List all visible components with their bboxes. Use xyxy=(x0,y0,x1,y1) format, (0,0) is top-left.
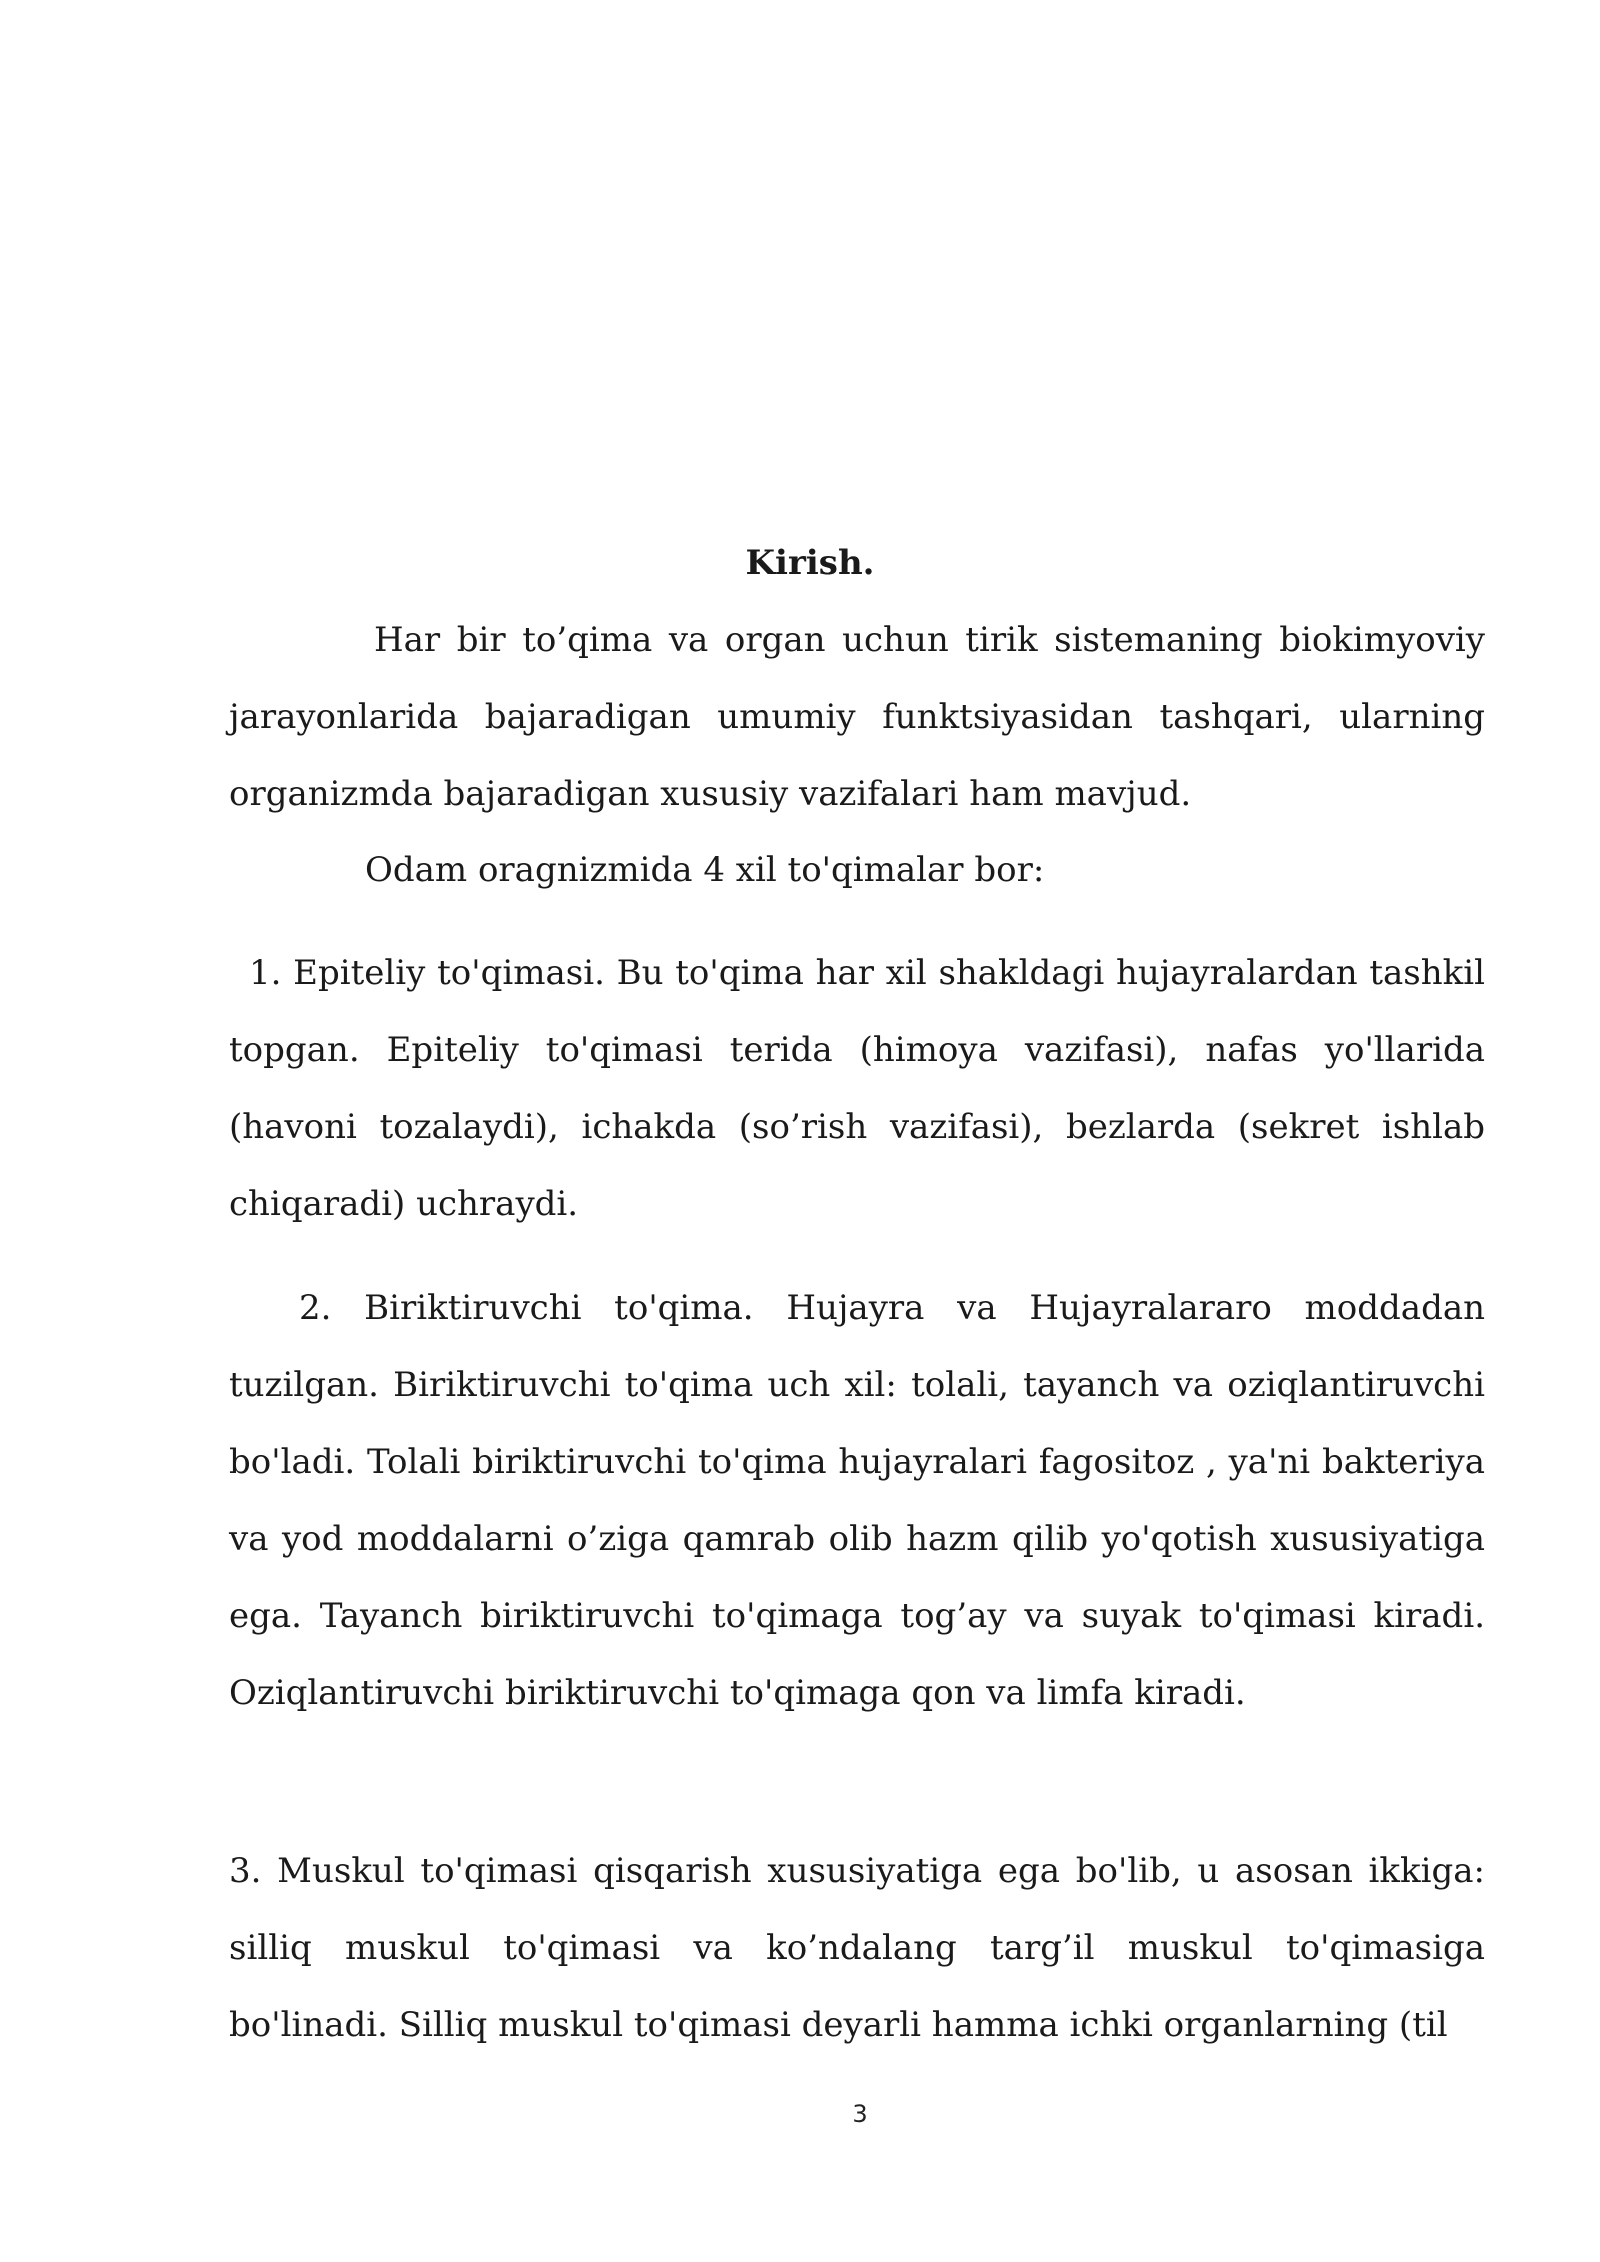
page-number: 3 xyxy=(852,2100,868,2128)
tissue-types-intro: Odam oragnizmida 4 xil to'qimalar bor: xyxy=(365,850,1045,890)
intro-paragraph: Har bir to’qima va organ uchun tirik sistemaning biokimyoviy jarayonlarida bajaradigan umumiy funktsiyasidan tashqari, ularning organizmda bajaradigan xususiy vazifalari ham mavjud. xyxy=(229,620,1485,814)
page-title: Kirish. xyxy=(745,543,875,583)
list-item-epithelial: 1. Epiteliy to'qimasi. Bu to'qima har xil shakldagi hujayralardan tashkil topgan. Epiteliy to'qimasi terida (himoya vazifasi), nafas yo'llarida (havoni tozalaydi), ichakda (so’rish vazifasi), bezlarda (sekret ishlab chiqaradi) uchraydi. xyxy=(229,953,1485,1224)
list-item-connective: 2. Biriktiruvchi to'qima. Hujayra va Hujayralararo moddadan tuzilgan. Biriktiruvchi to'qima uch xil: tolali, tayanch va oziqlantiruvchi bo'ladi. Tolali biriktiruvchi to'qima hujayralari fagositoz , ya'ni bakteriya va yod moddalarni o’ziga qamrab olib hazm qilib yo'qotish xususiyatiga ega. Tayanch biriktiruvchi to'qimaga tog’ay va suyak to'qimasi kiradi. Oziqlantiruvchi biriktiruvchi to'qimaga qon va limfa kiradi. xyxy=(229,1288,1485,1713)
list-item-muscle: 3. Muskul to'qimasi qisqarish xususiyatiga ega bo'lib, u asosan ikkiga: silliq muskul to'qimasi va ko’ndalang targ’il muskul to'qimasiga bo'linadi. Silliq muskul to'qimasi deyarli hamma ichki organlarning (til xyxy=(229,1851,1485,2045)
